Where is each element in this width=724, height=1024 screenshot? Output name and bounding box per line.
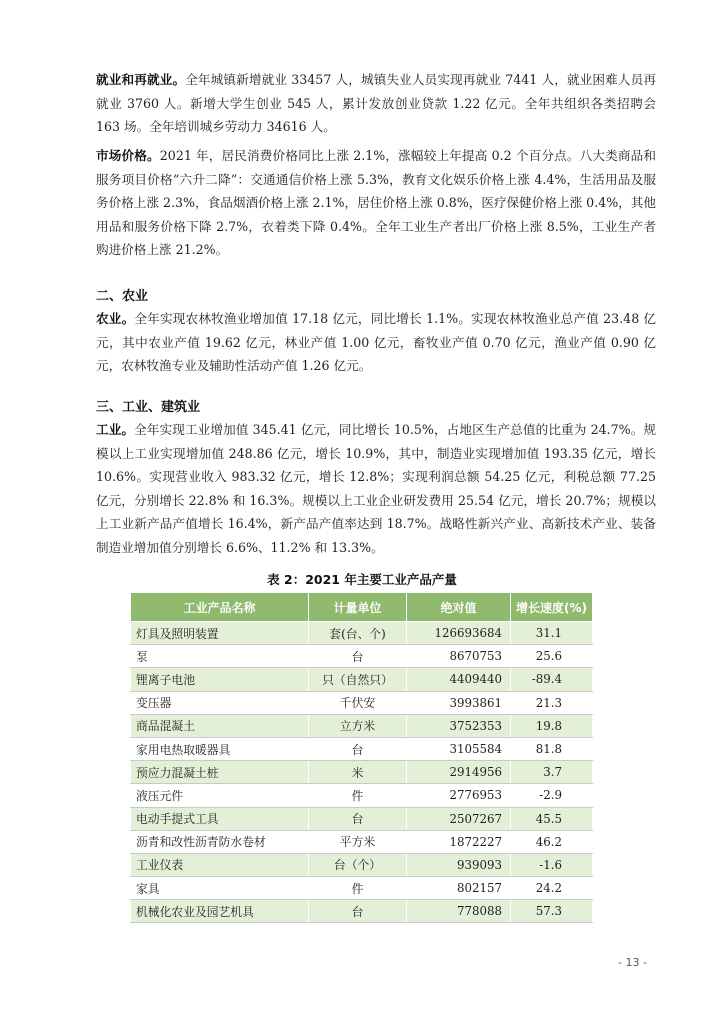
table-title: 表 2：2021 年主要工业产品产量 xyxy=(267,572,457,587)
value-cell: 3993861 xyxy=(407,691,511,714)
table-row xyxy=(131,668,593,691)
growth-cell: 46.2 xyxy=(511,830,593,853)
product-name-cell: 电动手提式工具 xyxy=(131,807,309,830)
column-header-product-name: 工业产品名称 xyxy=(131,593,309,622)
growth-cell: 45.5 xyxy=(511,807,593,830)
product-name-cell: 变压器 xyxy=(131,691,309,714)
growth-cell: 24.2 xyxy=(511,877,593,900)
value-cell: 126693684 xyxy=(407,622,511,645)
table-row xyxy=(131,645,593,668)
unit-cell: 只（自然只） xyxy=(309,668,407,691)
product-name-cell: 预应力混凝土桩 xyxy=(131,761,309,784)
growth-cell: -2.9 xyxy=(511,784,593,807)
agriculture-lead: 农业。 xyxy=(96,311,135,326)
industrial-products-table xyxy=(130,592,593,923)
section-heading-agriculture: 二、农业 xyxy=(96,289,149,304)
unit-cell: 米 xyxy=(309,761,407,784)
value-cell: 778088 xyxy=(407,900,511,923)
table-row xyxy=(131,877,593,900)
column-header-value: 绝对值 xyxy=(407,593,511,622)
agriculture-paragraph xyxy=(96,307,656,378)
unit-cell: 套(台、个) xyxy=(309,622,407,645)
column-header-growth: 增长速度(%) xyxy=(511,593,593,622)
table-row xyxy=(131,830,593,853)
table-row xyxy=(131,900,593,923)
table-row xyxy=(131,622,593,645)
value-cell: 3105584 xyxy=(407,737,511,760)
product-name-cell: 锂离子电池 xyxy=(131,668,309,691)
agriculture-text: 全年实现农林牧渔业增加值 17.18 亿元，同比增长 1.1%。实现农林牧渔业总产值 23.48 亿元，其中农业产值 19.62 亿元，林业产值 1.00 亿元，畜牧业产值 0.70 亿元，渔业产值 0.90 亿元，农林牧渔专业及辅助性活动产值 1.26 亿元。 xyxy=(96,311,656,373)
table-row xyxy=(131,714,593,737)
table-row xyxy=(131,737,593,760)
table-row xyxy=(131,807,593,830)
industry-text: 全年实现工业增加值 345.41 亿元，同比增长 10.5%，占地区生产总值的比重为 24.7%。规模以上工业实现增加值 248.86 亿元，增长 10.9%，其中，制造业实现增加值 193.35 亿元，增长 10.6%。实现营业收入 983.32 亿元，增长 12.8%；实现利润总额 54.25 亿元，利税总额 77.25 亿元，分别增长 22.8% 和 16.3%。规模以上工业企业研发费用 25.54 亿元，增长 20.7%；规模以上工业新产品产值增长 16.4%，新产品产值率达到 18.7%。战略性新兴产业、高新技术产业、装备制造业增加值分别增长 6.6%、11.2% 和 13.3%。 xyxy=(96,422,657,555)
employment-lead: 就业和再就业。 xyxy=(96,72,186,87)
industry-paragraph xyxy=(96,418,656,559)
value-cell: 2507267 xyxy=(407,807,511,830)
column-header-unit: 计量单位 xyxy=(309,593,407,622)
value-cell: 4409440 xyxy=(407,668,511,691)
page-number: - 13 - xyxy=(618,956,647,969)
employment-paragraph xyxy=(96,68,656,139)
unit-cell: 件 xyxy=(309,877,407,900)
value-cell: 2914956 xyxy=(407,761,511,784)
value-cell: 939093 xyxy=(407,853,511,876)
product-name-cell: 工业仪表 xyxy=(131,853,309,876)
unit-cell: 平方米 xyxy=(309,830,407,853)
growth-cell: 25.6 xyxy=(511,645,593,668)
growth-cell: -1.6 xyxy=(511,853,593,876)
product-name-cell: 商品混凝土 xyxy=(131,714,309,737)
value-cell: 3752353 xyxy=(407,714,511,737)
growth-cell: 21.3 xyxy=(511,691,593,714)
industry-lead: 工业。 xyxy=(96,422,135,437)
growth-cell: 19.8 xyxy=(511,714,593,737)
product-name-cell: 机械化农业及园艺机具 xyxy=(131,900,309,923)
unit-cell: 件 xyxy=(309,784,407,807)
unit-cell: 千伏安 xyxy=(309,691,407,714)
table-body xyxy=(131,622,593,923)
prices-paragraph xyxy=(96,144,656,262)
unit-cell: 台 xyxy=(309,645,407,668)
section-heading-industry: 三、工业、建筑业 xyxy=(96,400,201,415)
table-row xyxy=(131,784,593,807)
product-name-cell: 家用电热取暖器具 xyxy=(131,737,309,760)
product-name-cell: 液压元件 xyxy=(131,784,309,807)
unit-cell: 台 xyxy=(309,900,407,923)
value-cell: 2776953 xyxy=(407,784,511,807)
prices-lead: 市场价格。 xyxy=(96,148,160,163)
growth-cell: 57.3 xyxy=(511,900,593,923)
product-name-cell: 泵 xyxy=(131,645,309,668)
value-cell: 1872227 xyxy=(407,830,511,853)
growth-cell: 81.8 xyxy=(511,737,593,760)
unit-cell: 台 xyxy=(309,737,407,760)
growth-cell: -89.4 xyxy=(511,668,593,691)
unit-cell: 台（个） xyxy=(309,853,407,876)
product-name-cell: 家具 xyxy=(131,877,309,900)
product-name-cell: 沥青和改性沥青防水卷材 xyxy=(131,830,309,853)
growth-cell: 3.7 xyxy=(511,761,593,784)
value-cell: 802157 xyxy=(407,877,511,900)
unit-cell: 台 xyxy=(309,807,407,830)
employment-text: 全年城镇新增就业 33457 人，城镇失业人员实现再就业 7441 人，就业困难人员再就业 3760 人。新增大学生创业 545 人，累计发放创业贷款 1.22 亿元。全年共组织各类招聘会 163 场。全年培训城乡劳动力 34616 人。 xyxy=(96,72,656,134)
table-row xyxy=(131,761,593,784)
product-name-cell: 灯具及照明装置 xyxy=(131,622,309,645)
table-row xyxy=(131,691,593,714)
table-header-row xyxy=(131,593,593,622)
value-cell: 8670753 xyxy=(407,645,511,668)
unit-cell: 立方米 xyxy=(309,714,407,737)
prices-text: 2021 年，居民消费价格同比上涨 2.1%，涨幅较上年提高 0.2 个百分点。八大类商品和服务项目价格“六升二降”：交通通信价格上涨 5.3%，教育文化娱乐价格上涨 4.4%，生活用品及服务价格上涨 2.3%，食品烟酒价格上涨 2.1%，居住价格上涨 0.8%，医疗保健价格上涨 0.4%，其他用品和服务价格下降 2.7%，衣着类下降 0.4%。全年工业生产者出厂价格上涨 8.5%，工业生产者购进价格上涨 21.2%。 xyxy=(96,148,657,257)
table-row xyxy=(131,853,593,876)
growth-cell: 31.1 xyxy=(511,622,593,645)
